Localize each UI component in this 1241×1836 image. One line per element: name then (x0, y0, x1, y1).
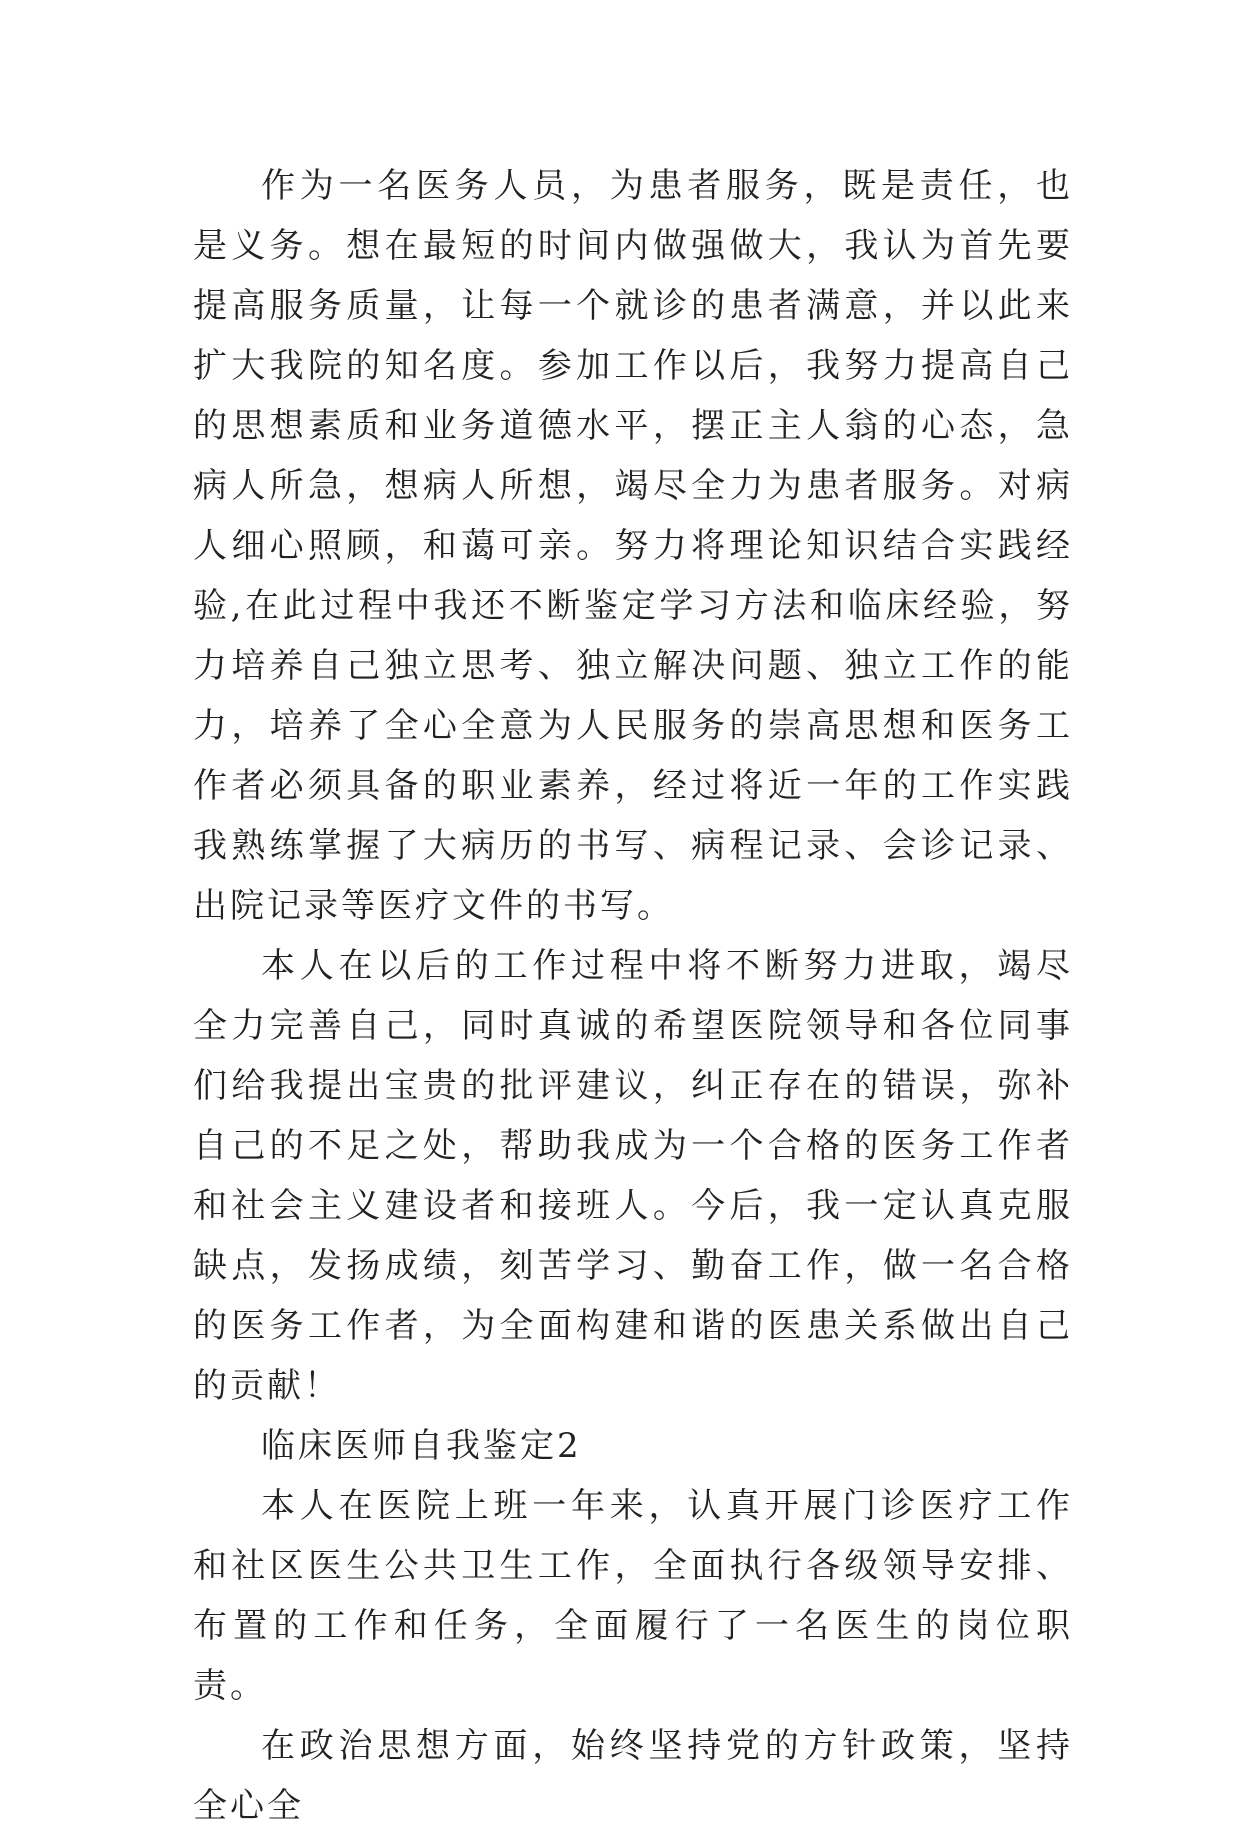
section-heading: 临床医师自我鉴定2 (261, 1426, 582, 1466)
paragraph: 在政治思想方面，始终坚持党的方针政策，坚持全心全 (193, 1726, 1073, 1826)
paragraph: 本人在以后的工作过程中将不断努力进取，竭尽全力完善自己，同时真诚的希望医院领导和各位同事们给我提出宝贵的批评建议，纠正存在的错误，弥补自己的不足之处，帮助我成为一个合格的医务工作者和社会主义建设者和接班人。今后，我一定认真克服缺点，发扬成绩，刻苦学习、勤奋工作，做一名合格的医务工作者，为全面构建和谐的医患关系做出自己的贡献！ (193, 946, 1073, 1406)
document-body (193, 156, 1073, 1836)
paragraph: 本人在医院上班一年来，认真开展门诊医疗工作和社区医生公共卫生工作，全面执行各级领导安排、布置的工作和任务，全面履行了一名医生的岗位职责。 (193, 1486, 1073, 1706)
paragraph: 作为一名医务人员，为患者服务，既是责任，也是义务。想在最短的时间内做强做大，我认为首先要提高服务质量，让每一个就诊的患者满意，并以此来扩大我院的知名度。参加工作以后，我努力提高自己的思想素质和业务道德水平，摆正主人翁的心态，急病人所急，想病人所想，竭尽全力为患者服务。对病人细心照顾，和蔼可亲。努力将理论知识结合实践经验,在此过程中我还不断鉴定学习方法和临床经验，努力培养自己独立思考、独立解决问题、独立工作的能力，培养了全心全意为人民服务的崇高思想和医务工作者必须具备的职业素养，经过将近一年的工作实践我熟练掌握了大病历的书写、病程记录、会诊记录、出院记录等医疗文件的书写。 (193, 166, 1073, 926)
